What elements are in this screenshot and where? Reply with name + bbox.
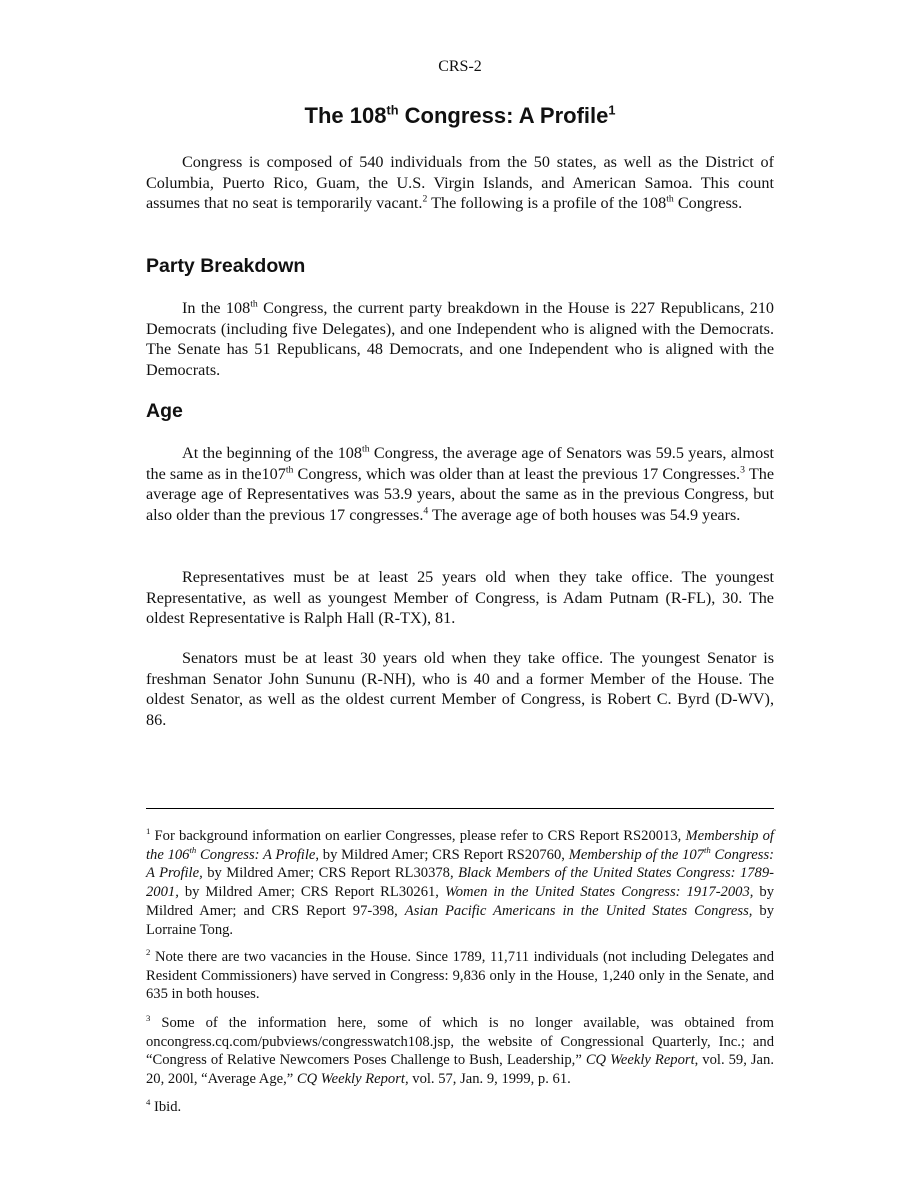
footnote-ref-4[interactable]: 4 bbox=[423, 505, 429, 517]
footnote-4-text: Ibid. bbox=[150, 1099, 182, 1115]
footnote-4-mark: 4 bbox=[146, 1097, 151, 1108]
footnote-1-text: For background information on earlier Congresses, please refer to CRS Report RS20013, bbox=[150, 828, 686, 844]
footnote-1 bbox=[146, 827, 774, 939]
title-main: The 108 bbox=[304, 103, 387, 128]
footnote-1-title-106-sup: th bbox=[189, 844, 197, 855]
section-heading-party-breakdown: Party Breakdown bbox=[146, 255, 306, 277]
intro-text-a: Congress is composed of 540 individuals from the 50 states, as well as the District of Columbia, Puerto Rico, Guam, the U.S. Virgin Islands, and American Samoa. This count assumes that no seat is temporarily vacant. bbox=[146, 153, 774, 213]
footnote-2 bbox=[146, 948, 774, 1004]
section-heading-age: Age bbox=[146, 400, 183, 422]
page-title bbox=[146, 103, 774, 129]
age-text-a: At the beginning of the 108 bbox=[182, 444, 362, 462]
footnote-1-title-106-b: Congress: A Profile bbox=[196, 846, 316, 863]
running-head: CRS-2 bbox=[438, 58, 482, 75]
footnote-divider bbox=[146, 808, 774, 809]
title-ordinal-sup: th bbox=[386, 102, 399, 118]
party-ordinal-sup: th bbox=[250, 298, 258, 310]
footnote-2-text: Note there are two vacancies in the House. Since 1789, 11,711 individuals (not including Delegates and Resident Commissioners) have served in Congress: 9,836 only in the House, 1,240 only in the Senate, and 635 in both houses. bbox=[146, 949, 774, 1003]
footnote-1-title-107-sup: th bbox=[703, 844, 711, 855]
footnote-1-text-2: , by Mildred Amer; CRS Report RS20760, bbox=[315, 846, 569, 863]
intro-ordinal-sup: th bbox=[666, 193, 674, 205]
age-ordinal-sup-2: th bbox=[285, 464, 294, 476]
intro-paragraph bbox=[146, 152, 774, 214]
age-text-e: The average age of both houses was 54.9 years. bbox=[428, 505, 741, 524]
footnote-2-mark: 2 bbox=[146, 947, 151, 958]
footnote-3 bbox=[146, 1014, 774, 1089]
footnote-3-text: Some of the information here, some of which is no longer available, was obtained from oncongress.cq.com/pubviews/congresswatch108.jsp, the website of Congressional Quarterly, Inc.; and “Congress of Relative Newcomers Poses Challenge to Bush, Leadership,” bbox=[146, 1015, 774, 1069]
footnote-3-mark: 3 bbox=[146, 1013, 151, 1024]
age-text-d: The average age of Representatives was 53.9 years, about the same as in the previous Congress, but also older than the previous 17 congresses. bbox=[146, 464, 774, 524]
title-rest: Congress: A Profile bbox=[398, 103, 609, 128]
footnote-1-mark: 1 bbox=[146, 826, 151, 837]
footnote-1-text-5: by Mildred Amer; and CRS Report 97-398, bbox=[146, 884, 774, 919]
footnote-3-journal-2: CQ Weekly Report bbox=[296, 1071, 405, 1088]
title-footnote-ref[interactable]: 1 bbox=[608, 102, 616, 118]
footnote-ref-2[interactable]: 2 bbox=[422, 193, 428, 205]
footnote-1-title-women: Women in the United States Congress: 1917-2003, bbox=[444, 884, 754, 901]
intro-text-b: The following is a profile of the 108 bbox=[427, 194, 667, 213]
footnote-3-text-2: , vol. 59, Jan. 20, 200l, “Average Age,” bbox=[146, 1052, 774, 1088]
intro-text-c: Congress. bbox=[673, 194, 743, 213]
party-paragraph bbox=[146, 298, 774, 380]
age-paragraph-2: Representatives must be at least 25 years old when they take office. The youngest Representative, as well as youngest Member of Congress, is Adam Putnam (R-FL), 30. The oldest Representative is Ralph Hall (R-TX), 81. bbox=[146, 568, 774, 628]
party-text-b: Congress, the current party breakdown in the House is 227 Republicans, 210 Democrats (including five Delegates), and one Independent who is aligned with the Democrats. The Senate has 51 Republicans, 48 Democrats, and one Independent who is aligned with the Democrats. bbox=[146, 299, 775, 379]
footnote-3-journal-1: CQ Weekly Report bbox=[585, 1052, 695, 1069]
party-text-a: In the 108 bbox=[182, 299, 251, 317]
footnote-1-text-3: by Mildred Amer; CRS Report RL30378, bbox=[202, 865, 459, 882]
footnote-1-title-107-a: Membership of the 107 bbox=[568, 846, 704, 863]
footnote-1-text-6: by Lorraine Tong. bbox=[146, 902, 774, 938]
age-text-c: Congress, which was older than at least the previous 17 Congresses. bbox=[293, 464, 741, 483]
footnote-1-title-107-b: Congress: A Profile, bbox=[146, 846, 775, 882]
footnote-1-text-4: by Mildred Amer; CRS Report RL30261, bbox=[178, 884, 445, 901]
footnote-1-title-106-a: Membership of the 106 bbox=[146, 828, 774, 863]
footnote-3-text-3: , vol. 57, Jan. 9, 1999, p. 61. bbox=[404, 1071, 571, 1088]
footnote-4 bbox=[146, 1098, 774, 1117]
age-paragraph-1 bbox=[146, 443, 774, 525]
footnote-1-title-black-members: Black Members of the United States Congress: 1789-2001, bbox=[146, 865, 774, 901]
age-text-b: Congress, the average age of Senators was 59.5 years, almost the same as in the107 bbox=[146, 444, 774, 483]
footnote-1-title-asian-pacific: Asian Pacific Americans in the United States Congress, bbox=[404, 902, 753, 919]
footnote-ref-3[interactable]: 3 bbox=[740, 464, 745, 476]
age-paragraph-3: Senators must be at least 30 years old when they take office. The youngest Senator is freshman Senator John Sununu (R-NH), who is 40 and a former Member of the House. The oldest Senator, as well as the oldest current Member of Congress, is Robert C. Byrd (D-WV), 86. bbox=[146, 649, 774, 729]
age-ordinal-sup-1: th bbox=[362, 443, 370, 455]
